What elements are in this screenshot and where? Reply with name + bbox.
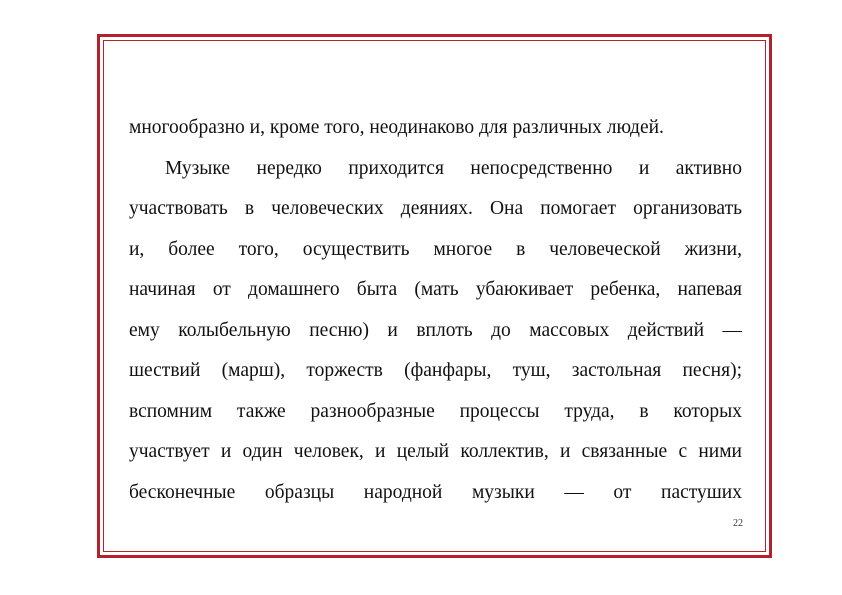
- body-text: [129, 108, 742, 513]
- text-line-7: шествий (марш), торжеств (фанфары, туш, застольная песня);: [129, 360, 742, 381]
- page-number: 22: [733, 518, 743, 529]
- text-line-6: ему колыбельную песню) и вплоть до массовых действий —: [129, 319, 742, 341]
- text-line-4: и, более того, осуществить многое в человеческой жизни,: [129, 238, 742, 260]
- text-line-3: участвовать в человеческих деяниях. Она помогает организовать: [129, 198, 742, 219]
- text-line-10: бесконечные образцы народной музыки — от пастуших: [129, 481, 742, 503]
- text-line-2: Музыке нередко приходится непосредственно и активно: [165, 157, 742, 179]
- text-line-1: многообразно и, кроме того, неодинаково для различных людей.: [129, 117, 664, 138]
- text-line-9: участвует и один человек, и целый коллектив, и связанные с ними: [129, 441, 742, 462]
- text-line-5: начиная от домашнего быта (мать убаюкивает ребенка, напевая: [129, 279, 742, 300]
- text-line-8: вспомним также разнообразные процессы труда, в которых: [129, 400, 742, 422]
